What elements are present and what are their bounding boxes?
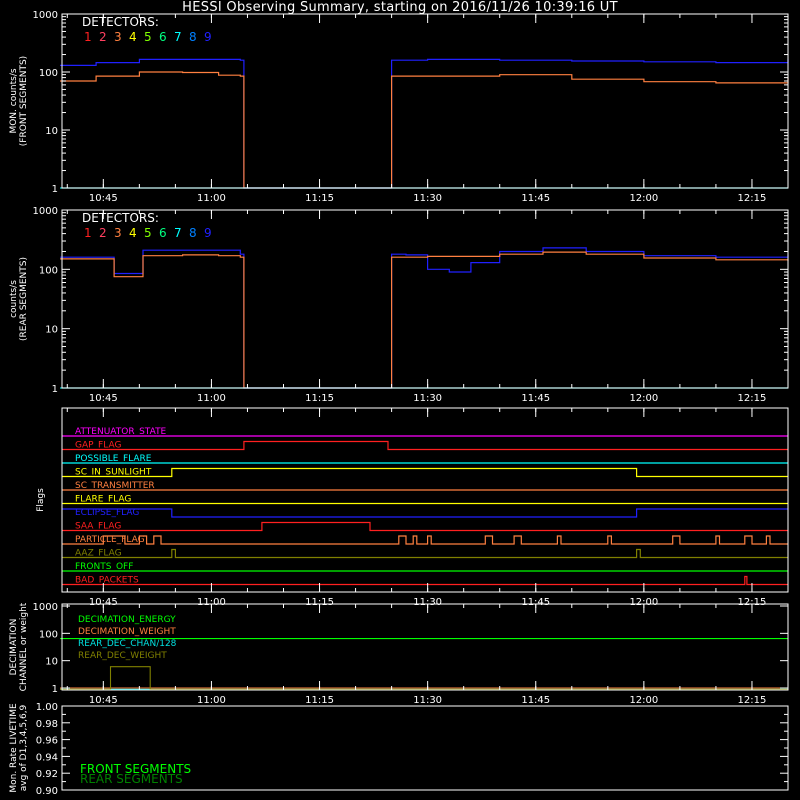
flag-sc-in-sunlight-line bbox=[62, 469, 788, 477]
rear-panel-legend-item-2: 2 bbox=[99, 226, 107, 240]
decimation-panel-x-tick-label: 11:45 bbox=[521, 695, 551, 706]
front-panel-series-9-line bbox=[60, 59, 788, 188]
livetime-panel-y-tick-label: 0.94 bbox=[35, 752, 58, 764]
flags-panel-x-tick-label: 12:15 bbox=[737, 597, 767, 608]
decimation-panel-x-tick-label: 11:00 bbox=[197, 695, 226, 706]
flag-gap-flag-line bbox=[62, 442, 788, 450]
livetime-y-axis-label-line: Mon. Rate LIVETIME bbox=[9, 703, 19, 793]
flag-saa-flag-line bbox=[62, 523, 788, 531]
chart-title: HESSI Observing Summary, starting on 2016/11/26 10:39:16 UT bbox=[182, 0, 618, 15]
rear-panel-y-axis-label bbox=[9, 257, 29, 341]
flag-gap-flag-label: GAP_FLAG bbox=[75, 440, 122, 451]
livetime-panel-y-tick-label: 1.00 bbox=[35, 702, 58, 713]
flags-panel-x-tick-label: 10:45 bbox=[88, 597, 118, 608]
flag-saa-flag-label: SAA_FLAG bbox=[75, 521, 122, 532]
rear-panel-x-tick-label: 11:30 bbox=[413, 393, 443, 404]
decimation-panel-x-tick-label: 10:45 bbox=[88, 695, 118, 706]
flags-panel-x-tick-label: 11:00 bbox=[197, 597, 226, 608]
front-panel-y-tick-label: 100 bbox=[38, 68, 58, 79]
rear-panel-legend-item-7: 7 bbox=[174, 226, 182, 240]
front-panel-y-tick-label: 1000 bbox=[32, 10, 58, 21]
decimation-y-axis-label bbox=[9, 602, 29, 691]
flag-particle-flag-label: PARTICLE_FLAG bbox=[75, 535, 145, 545]
rear-panel-y-tick-label: 1 bbox=[51, 384, 58, 395]
flag-eclipse-flag-label: ECLIPSE_FLAG bbox=[75, 508, 140, 518]
front-panel-legend-item-5: 5 bbox=[144, 30, 152, 44]
rear-panel-legend-item-8: 8 bbox=[189, 226, 197, 240]
livetime-panel-y-tick-label: 0.92 bbox=[35, 769, 58, 781]
front-panel-legend-item-9: 9 bbox=[204, 30, 212, 44]
rear-panel-x-tick-label: 11:00 bbox=[197, 393, 226, 404]
front-panel-x-tick-label: 11:15 bbox=[305, 193, 334, 204]
flag-possible-flare-label: POSSIBLE_FLARE bbox=[75, 454, 152, 464]
front-panel-frame bbox=[62, 14, 788, 188]
flags-panel-x-tick-label: 11:45 bbox=[521, 597, 551, 608]
flag-bad-packets-label: BAD_PACKETS bbox=[75, 575, 139, 586]
rear-panel-legend-item-1: 1 bbox=[84, 226, 92, 240]
rear-panel-legend-item-4: 4 bbox=[129, 226, 137, 240]
flag-aaz-flag-label: AAZ_FLAG bbox=[75, 548, 122, 559]
decimation-legend-item-3: REAR_DEC_CHAN/128 bbox=[78, 639, 177, 649]
flag-fronts-off-label: FRONTS_OFF bbox=[75, 562, 134, 572]
front-panel-x-tick-label: 11:00 bbox=[197, 193, 226, 204]
rear-panel-x-tick-label: 12:00 bbox=[629, 393, 659, 404]
livetime-panel-y-tick-label: 0.98 bbox=[35, 718, 58, 730]
flags-panel-x-tick-label: 11:15 bbox=[305, 597, 334, 608]
decimation-panel-y-tick-label: 1 bbox=[51, 684, 58, 695]
front-panel-y-axis-label-line: (FRONT SEGMENTS) bbox=[19, 55, 29, 147]
livetime-y-axis-label bbox=[9, 703, 29, 793]
flag-aaz-flag-line bbox=[62, 550, 788, 558]
front-panel-y-axis-label bbox=[9, 56, 29, 146]
rear-panel-x-tick-label: 11:15 bbox=[305, 393, 334, 404]
decimation-legend-item-2: DECIMATION_WEIGHT bbox=[78, 627, 176, 637]
rear-panel-legend-item-3: 3 bbox=[114, 226, 122, 240]
flag-attenuator-state-label: ATTENUATOR_STATE bbox=[75, 427, 167, 437]
decimation-y-axis-label-line: CHANNEL or weight bbox=[19, 602, 29, 692]
rear-panel-y-axis-label-line: (REAR SEGMENTS) bbox=[19, 256, 29, 342]
decimation-panel-x-tick-label: 12:15 bbox=[737, 695, 767, 706]
livetime-legend-item-2: REAR SEGMENTS bbox=[80, 772, 183, 786]
rear-panel-y-axis-label-line: counts/s bbox=[9, 280, 19, 318]
front-panel-y-axis-label-line: MON. counts/s bbox=[9, 68, 19, 134]
decimation-legend-item-4: REAR_DEC_WEIGHT bbox=[78, 651, 167, 661]
front-panel-x-tick-label: 11:45 bbox=[521, 193, 551, 204]
livetime-y-axis-label-line: avg of D1,3,4,5,6,9 bbox=[19, 704, 29, 792]
rear-panel-y-tick-label: 10 bbox=[45, 324, 58, 336]
decimation-panel-y-tick-label: 10 bbox=[45, 656, 58, 668]
front-panel-x-tick-label: 11:30 bbox=[413, 193, 443, 204]
rear-panel-legend-item-5: 5 bbox=[144, 226, 152, 240]
front-panel-legend-item-6: 6 bbox=[159, 30, 167, 44]
rear-panel-legend-title: DETECTORS: bbox=[82, 211, 159, 225]
flag-particle-flag-line bbox=[62, 536, 788, 544]
flag-flare-flag-label: FLARE_FLAG bbox=[75, 494, 132, 505]
front-panel-legend-item-2: 2 bbox=[99, 30, 107, 44]
rear-panel-x-tick-label: 10:45 bbox=[88, 393, 118, 404]
rear-panel-frame bbox=[62, 210, 788, 388]
front-panel-y-tick-label: 10 bbox=[45, 126, 58, 137]
front-panel-legend-title: DETECTORS: bbox=[82, 15, 159, 29]
decimation-panel-x-tick-label: 12:00 bbox=[629, 695, 659, 706]
rear-panel-x-tick-label: 11:45 bbox=[521, 393, 551, 404]
rear-panel-series-3-line bbox=[60, 252, 788, 388]
livetime-panel-y-tick-label: 0.96 bbox=[35, 735, 58, 747]
front-panel-x-tick-label: 10:45 bbox=[88, 193, 118, 204]
front-panel-legend-item-4: 4 bbox=[129, 30, 137, 44]
livetime-legend-item-1: FRONT SEGMENTS bbox=[80, 762, 192, 776]
decimation-panel-y-tick-label: 100 bbox=[38, 629, 58, 641]
flag-bad-packets-line bbox=[62, 577, 788, 585]
front-panel-y-tick-label: 1 bbox=[51, 184, 58, 195]
rear-panel-y-tick-label: 1000 bbox=[32, 206, 58, 217]
decimation-panel-y-tick-label: 1000 bbox=[32, 602, 58, 613]
decimation-legend-item-1: DECIMATION_ENERGY bbox=[78, 615, 176, 625]
front-panel-legend-item-7: 7 bbox=[174, 30, 182, 44]
front-panel-series-3-line bbox=[60, 72, 788, 188]
decimation-panel-x-tick-label: 11:30 bbox=[413, 695, 443, 706]
rear-panel-series-9-line bbox=[60, 248, 788, 388]
front-panel-legend-item-3: 3 bbox=[114, 30, 122, 44]
front-panel-x-tick-label: 12:15 bbox=[737, 193, 767, 204]
flags-panel-x-tick-label: 12:00 bbox=[629, 597, 659, 608]
flag-sc-in-sunlight-label: SC_IN_SUNLIGHT bbox=[75, 467, 152, 478]
livetime-panel-y-tick-label: 0.90 bbox=[35, 786, 58, 797]
front-panel-legend-item-1: 1 bbox=[84, 30, 92, 44]
rear-panel-y-tick-label: 100 bbox=[38, 265, 58, 277]
rear-panel-legend-item-9: 9 bbox=[204, 226, 212, 240]
rear-panel-x-tick-label: 12:15 bbox=[737, 393, 767, 404]
front-panel-legend-item-8: 8 bbox=[189, 30, 197, 44]
decimation-series-4-line bbox=[60, 667, 788, 690]
flags-panel-x-tick-label: 11:30 bbox=[413, 597, 443, 608]
decimation-panel-x-tick-label: 11:15 bbox=[305, 695, 334, 706]
flag-eclipse-flag-line bbox=[62, 509, 788, 517]
front-panel-x-tick-label: 12:00 bbox=[629, 193, 659, 204]
rear-panel-legend-item-6: 6 bbox=[159, 226, 167, 240]
flags-y-axis-label-line: Flags bbox=[36, 488, 46, 512]
flag-sc-transmitter-label: SC_TRANSMITTER bbox=[75, 481, 155, 491]
decimation-y-axis-label-line: DECIMATION bbox=[9, 618, 19, 676]
flags-y-axis-label bbox=[36, 488, 46, 512]
